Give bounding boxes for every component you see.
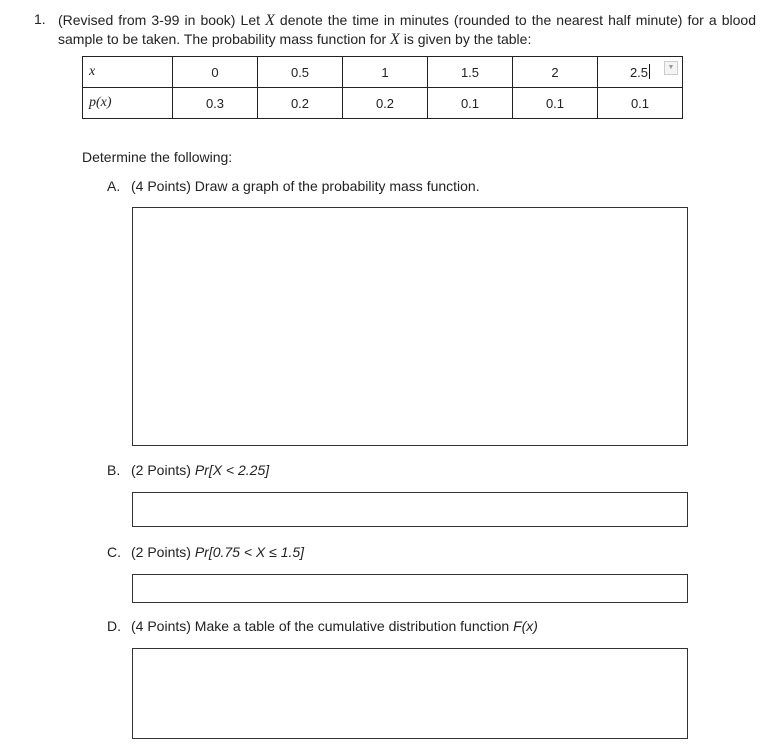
p-row	[83, 88, 683, 119]
question-number: 1.	[34, 11, 46, 27]
x-value-cell-active[interactable]	[598, 57, 683, 88]
part-a-letter: A.	[107, 178, 121, 194]
x-value-text: 2.5	[629, 65, 649, 80]
question-text-part2: denote the time in minutes (rounded to the nearest half minute) for a blood sample to be taken. The probability mass function for	[58, 12, 756, 47]
answer-box-b[interactable]	[132, 492, 688, 527]
part-d-text	[131, 618, 538, 634]
part-b-letter: B.	[107, 462, 121, 478]
part-b-text	[131, 462, 269, 478]
p-value-cell[interactable]: 0.2	[343, 88, 428, 119]
x-value-cell[interactable]: 0.5	[258, 57, 343, 88]
answer-box-d[interactable]	[132, 648, 688, 739]
chevron-down-icon[interactable]: ▼	[664, 61, 678, 75]
part-d-expression: F(x)	[513, 618, 538, 634]
question-text-part3: is given by the table:	[399, 31, 532, 47]
question-text	[58, 11, 756, 49]
x-value-cell[interactable]: 1	[343, 57, 428, 88]
p-value-cell[interactable]: 0.3	[173, 88, 258, 119]
p-row-label: p(x)	[83, 88, 173, 119]
part-b-points: (2 Points)	[131, 462, 195, 478]
p-value-cell[interactable]: 0.1	[428, 88, 513, 119]
part-d-prefix: (4 Points) Make a table of the cumulative distribution function	[131, 618, 514, 634]
answer-box-c[interactable]	[132, 574, 688, 603]
x-row-label: x	[83, 57, 173, 88]
x-value-cell[interactable]: 0	[173, 57, 258, 88]
question-text-part1: (Revised from 3-99 in book) Let	[58, 12, 266, 28]
text-caret	[649, 64, 650, 79]
x-row	[83, 57, 683, 88]
variable-x: X	[265, 12, 275, 29]
part-d-letter: D.	[107, 618, 121, 634]
variable-x-2: X	[390, 31, 400, 48]
x-value-cell[interactable]: 2	[513, 57, 598, 88]
part-c-text	[131, 544, 304, 560]
part-c-points: (2 Points)	[131, 544, 195, 560]
part-c-letter: C.	[107, 544, 121, 560]
p-value-cell[interactable]: 0.1	[598, 88, 683, 119]
pmf-table	[82, 56, 683, 119]
part-b-expression: Pr[X < 2.25]	[194, 462, 270, 478]
part-c-expression: Pr[0.75 < X ≤ 1.5]	[194, 544, 305, 560]
p-value-cell[interactable]: 0.1	[513, 88, 598, 119]
x-value-cell[interactable]: 1.5	[428, 57, 513, 88]
determine-label: Determine the following:	[82, 149, 233, 165]
part-a-text: (4 Points) Draw a graph of the probability mass function.	[131, 178, 480, 194]
answer-box-a[interactable]	[132, 207, 688, 446]
p-value-cell[interactable]: 0.2	[258, 88, 343, 119]
